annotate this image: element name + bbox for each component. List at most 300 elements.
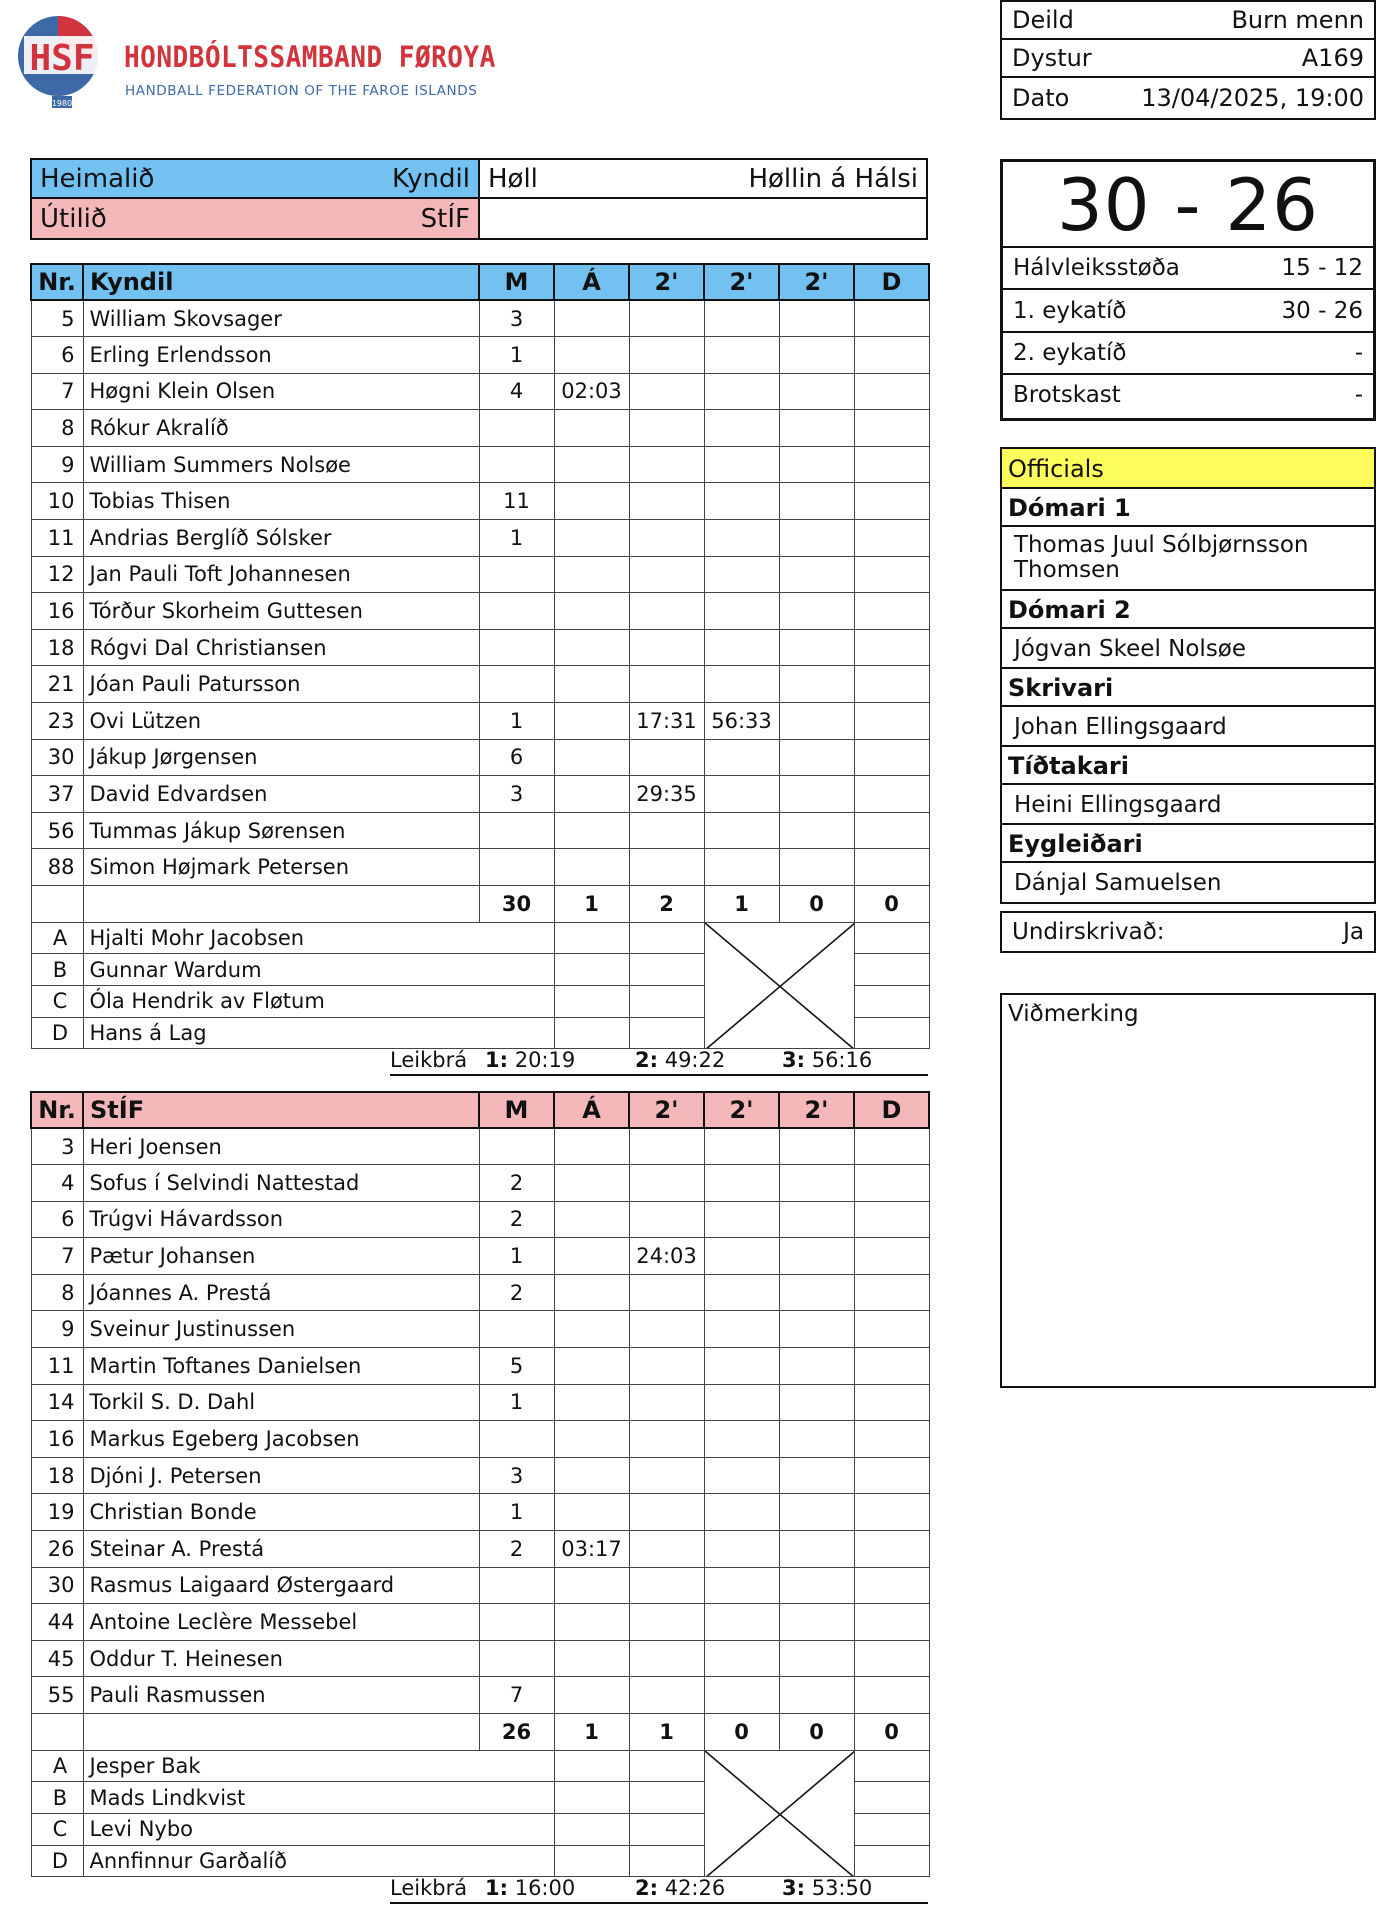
player-suspension-2 bbox=[704, 337, 779, 374]
col-s3: 2' bbox=[779, 264, 854, 300]
player-suspension-3 bbox=[779, 337, 854, 374]
player-name: Markus Egeberg Jacobsen bbox=[83, 1421, 479, 1458]
player-disqualification bbox=[854, 1604, 929, 1641]
player-goals: 4 bbox=[479, 373, 554, 410]
player-disqualification bbox=[854, 849, 929, 886]
player-number: 16 bbox=[31, 593, 83, 630]
player-goals: 1 bbox=[479, 1384, 554, 1421]
player-suspension-2 bbox=[704, 629, 779, 666]
supervisor-name: Dánjal Samuelsen bbox=[1014, 870, 1222, 896]
player-suspension-2 bbox=[704, 1640, 779, 1677]
player-row bbox=[31, 1348, 929, 1385]
player-disqualification bbox=[854, 1201, 929, 1238]
player-name: Simon Højmark Petersen bbox=[83, 849, 479, 886]
player-suspension-3 bbox=[779, 556, 854, 593]
official-suspension bbox=[629, 1845, 704, 1877]
player-suspension-1 bbox=[629, 520, 704, 557]
player-disqualification bbox=[854, 1311, 929, 1348]
player-warning bbox=[554, 556, 629, 593]
official-letter: C bbox=[31, 985, 83, 1017]
player-suspension-3 bbox=[779, 1531, 854, 1568]
player-row bbox=[31, 556, 929, 593]
overtime2-row bbox=[1003, 333, 1373, 375]
player-suspension-2 bbox=[704, 300, 779, 337]
player-disqualification bbox=[854, 1348, 929, 1385]
player-row bbox=[31, 1165, 929, 1202]
player-suspension-1 bbox=[629, 410, 704, 447]
col-a: Á bbox=[554, 1092, 629, 1128]
timeout-2: 2: 49:22 bbox=[635, 1048, 726, 1072]
hall-label: Høll bbox=[488, 163, 538, 194]
player-number: 11 bbox=[31, 520, 83, 557]
player-suspension-1 bbox=[629, 1165, 704, 1202]
timeout-1: 1: 20:19 bbox=[485, 1048, 576, 1072]
player-number: 30 bbox=[31, 739, 83, 776]
player-row bbox=[31, 1274, 929, 1311]
player-disqualification bbox=[854, 593, 929, 630]
player-suspension-1 bbox=[629, 629, 704, 666]
player-suspension-2 bbox=[704, 1457, 779, 1494]
player-suspension-1 bbox=[629, 1274, 704, 1311]
player-goals bbox=[479, 666, 554, 703]
player-suspension-1 bbox=[629, 1640, 704, 1677]
score-box bbox=[1000, 159, 1376, 421]
official-disqualification bbox=[854, 1782, 929, 1814]
player-warning bbox=[554, 520, 629, 557]
half-time-label: Hálvleiksstøða bbox=[1013, 255, 1180, 281]
player-name: Jákup Jørgensen bbox=[83, 739, 479, 776]
player-suspension-1 bbox=[629, 373, 704, 410]
official-disqualification bbox=[854, 1750, 929, 1782]
player-goals: 2 bbox=[479, 1274, 554, 1311]
player-suspension-2 bbox=[704, 1201, 779, 1238]
player-suspension-1 bbox=[629, 1384, 704, 1421]
timeout-label: Leikbrá bbox=[390, 1876, 468, 1900]
hall-cell bbox=[480, 160, 926, 199]
player-suspension-3 bbox=[779, 1165, 854, 1202]
player-name: Jóan Pauli Patursson bbox=[83, 666, 479, 703]
player-name: Høgni Klein Olsen bbox=[83, 373, 479, 410]
federation-subtitle: HANDBALL FEDERATION OF THE FAROE ISLANDS bbox=[125, 83, 478, 99]
player-warning bbox=[554, 1384, 629, 1421]
signed-box bbox=[1000, 911, 1376, 953]
official-letter: A bbox=[31, 1750, 83, 1782]
player-warning bbox=[554, 849, 629, 886]
official-name: Levi Nybo bbox=[83, 1813, 554, 1845]
total-disqualifications: 0 bbox=[854, 886, 929, 923]
match-info-box bbox=[1000, 0, 1376, 120]
player-row bbox=[31, 666, 929, 703]
official-warning bbox=[554, 922, 629, 954]
player-suspension-2 bbox=[704, 1421, 779, 1458]
player-suspension-1 bbox=[629, 337, 704, 374]
player-warning bbox=[554, 776, 629, 813]
home-timeouts bbox=[390, 1048, 928, 1076]
player-number: 10 bbox=[31, 483, 83, 520]
player-number: 7 bbox=[31, 373, 83, 410]
player-suspension-2 bbox=[704, 1311, 779, 1348]
player-suspension-2 bbox=[704, 1677, 779, 1714]
player-warning bbox=[554, 1677, 629, 1714]
official-disqualification bbox=[854, 922, 929, 954]
player-row bbox=[31, 703, 929, 740]
player-name: William Skovsager bbox=[83, 300, 479, 337]
player-name: Oddur T. Heinesen bbox=[83, 1640, 479, 1677]
player-goals: 2 bbox=[479, 1531, 554, 1568]
player-suspension-3 bbox=[779, 1567, 854, 1604]
player-name: Sveinur Justinussen bbox=[83, 1311, 479, 1348]
cross-icon bbox=[705, 1751, 855, 1877]
col-s3: 2' bbox=[779, 1092, 854, 1128]
player-suspension-1 bbox=[629, 1531, 704, 1568]
dato-label: Dato bbox=[1012, 84, 1070, 112]
player-name: William Summers Nolsøe bbox=[83, 446, 479, 483]
player-number: 4 bbox=[31, 1165, 83, 1202]
player-row bbox=[31, 1567, 929, 1604]
player-suspension-1 bbox=[629, 1201, 704, 1238]
referee1-label: Dómari 1 bbox=[1002, 489, 1374, 527]
player-row bbox=[31, 1604, 929, 1641]
col-d: D bbox=[854, 1092, 929, 1128]
player-suspension-1 bbox=[629, 556, 704, 593]
timeout-2: 2: 42:26 bbox=[635, 1876, 726, 1900]
player-goals bbox=[479, 446, 554, 483]
dystur-row bbox=[1002, 40, 1374, 78]
player-goals bbox=[479, 410, 554, 447]
player-suspension-2 bbox=[704, 373, 779, 410]
player-name: Jan Pauli Toft Johannesen bbox=[83, 556, 479, 593]
penalties-row bbox=[1003, 375, 1373, 414]
official-warning bbox=[554, 985, 629, 1017]
official-letter: B bbox=[31, 1782, 83, 1814]
overtime1-value: 30 - 26 bbox=[1281, 297, 1363, 324]
player-number: 9 bbox=[31, 1311, 83, 1348]
home-team-cell bbox=[32, 160, 480, 199]
col-s1: 2' bbox=[629, 264, 704, 300]
player-suspension-2 bbox=[704, 520, 779, 557]
total-goals: 26 bbox=[479, 1714, 554, 1751]
player-suspension-1 bbox=[629, 483, 704, 520]
total-suspensions-2: 1 bbox=[704, 886, 779, 923]
player-row bbox=[31, 776, 929, 813]
player-number: 55 bbox=[31, 1677, 83, 1714]
player-number: 16 bbox=[31, 1421, 83, 1458]
player-number: 19 bbox=[31, 1494, 83, 1531]
official-letter: D bbox=[31, 1845, 83, 1877]
player-number: 26 bbox=[31, 1531, 83, 1568]
player-number: 14 bbox=[31, 1384, 83, 1421]
player-warning bbox=[554, 1494, 629, 1531]
timeout-1: 1: 16:00 bbox=[485, 1876, 576, 1900]
player-number: 6 bbox=[31, 337, 83, 374]
player-disqualification bbox=[854, 446, 929, 483]
player-name: Sofus í Selvindi Nattestad bbox=[83, 1165, 479, 1202]
player-disqualification bbox=[854, 337, 929, 374]
player-suspension-1 bbox=[629, 1567, 704, 1604]
player-suspension-1 bbox=[629, 1311, 704, 1348]
player-suspension-1 bbox=[629, 1604, 704, 1641]
player-warning bbox=[554, 1457, 629, 1494]
player-number: 23 bbox=[31, 703, 83, 740]
player-suspension-2 bbox=[704, 410, 779, 447]
officials-box bbox=[1000, 447, 1376, 904]
player-disqualification bbox=[854, 666, 929, 703]
half-time-row bbox=[1003, 248, 1373, 290]
totals-row bbox=[31, 886, 929, 923]
player-suspension-2 bbox=[704, 593, 779, 630]
totals-nr bbox=[31, 1714, 83, 1751]
player-number: 37 bbox=[31, 776, 83, 813]
player-warning bbox=[554, 703, 629, 740]
player-suspension-3 bbox=[779, 1421, 854, 1458]
player-warning bbox=[554, 410, 629, 447]
player-warning bbox=[554, 1421, 629, 1458]
player-suspension-2 bbox=[704, 556, 779, 593]
player-goals bbox=[479, 1311, 554, 1348]
player-suspension-3 bbox=[779, 1604, 854, 1641]
player-warning bbox=[554, 1311, 629, 1348]
player-row bbox=[31, 1457, 929, 1494]
player-warning bbox=[554, 1274, 629, 1311]
player-disqualification bbox=[854, 1494, 929, 1531]
player-warning bbox=[554, 1567, 629, 1604]
player-goals bbox=[479, 629, 554, 666]
player-suspension-1 bbox=[629, 1457, 704, 1494]
player-suspension-3 bbox=[779, 1457, 854, 1494]
player-warning bbox=[554, 337, 629, 374]
player-row bbox=[31, 337, 929, 374]
player-warning bbox=[554, 1201, 629, 1238]
home-label: Heimalið bbox=[40, 163, 155, 194]
official-suspension bbox=[629, 1813, 704, 1845]
signed-value: Ja bbox=[1343, 919, 1364, 945]
home-players-table bbox=[30, 263, 930, 1049]
overtime1-label: 1. eykatíð bbox=[1013, 297, 1127, 324]
player-name: Steinar A. Prestá bbox=[83, 1531, 479, 1568]
svg-text:1980: 1980 bbox=[51, 99, 73, 108]
player-name: Martin Toftanes Danielsen bbox=[83, 1348, 479, 1385]
player-suspension-2 bbox=[704, 1165, 779, 1202]
player-row bbox=[31, 1421, 929, 1458]
player-disqualification bbox=[854, 1421, 929, 1458]
official-name: Hans á Lag bbox=[83, 1017, 554, 1049]
player-goals: 3 bbox=[479, 776, 554, 813]
total-suspensions-1: 2 bbox=[629, 886, 704, 923]
total-suspensions-3: 0 bbox=[779, 1714, 854, 1751]
player-goals bbox=[479, 1640, 554, 1677]
official-letter: C bbox=[31, 1813, 83, 1845]
player-suspension-2 bbox=[704, 812, 779, 849]
col-s1: 2' bbox=[629, 1092, 704, 1128]
player-number: 18 bbox=[31, 629, 83, 666]
player-name: Rasmus Laigaard Østergaard bbox=[83, 1567, 479, 1604]
official-letter: A bbox=[31, 922, 83, 954]
player-row bbox=[31, 1238, 929, 1275]
official-warning bbox=[554, 1017, 629, 1049]
player-name: Erling Erlendsson bbox=[83, 337, 479, 374]
player-warning bbox=[554, 739, 629, 776]
officials-header: Officials bbox=[1002, 449, 1374, 489]
player-goals bbox=[479, 556, 554, 593]
player-row bbox=[31, 410, 929, 447]
player-goals bbox=[479, 812, 554, 849]
player-suspension-1 bbox=[629, 446, 704, 483]
player-suspension-3 bbox=[779, 300, 854, 337]
player-warning: 03:17 bbox=[554, 1531, 629, 1568]
totals-row bbox=[31, 1714, 929, 1751]
player-suspension-2 bbox=[704, 739, 779, 776]
player-suspension-3 bbox=[779, 1677, 854, 1714]
official-name: Jesper Bak bbox=[83, 1750, 554, 1782]
col-nr: Nr. bbox=[31, 1092, 83, 1128]
official-suspension bbox=[629, 1750, 704, 1782]
referee2-name: Jógvan Skeel Nolsøe bbox=[1002, 629, 1374, 669]
player-suspension-2 bbox=[704, 1567, 779, 1604]
player-number: 45 bbox=[31, 1640, 83, 1677]
player-warning bbox=[554, 1165, 629, 1202]
penalties-value: - bbox=[1354, 381, 1363, 408]
player-goals bbox=[479, 593, 554, 630]
player-disqualification bbox=[854, 1457, 929, 1494]
player-name: Pauli Rasmussen bbox=[83, 1677, 479, 1714]
player-suspension-3 bbox=[779, 1238, 854, 1275]
player-name: Tobias Thisen bbox=[83, 483, 479, 520]
cross-icon bbox=[705, 923, 855, 1049]
player-suspension-2 bbox=[704, 666, 779, 703]
official-suspension bbox=[629, 922, 704, 954]
deild-value: Burn menn bbox=[1231, 6, 1364, 34]
player-suspension-2 bbox=[704, 1494, 779, 1531]
total-disqualifications: 0 bbox=[854, 1714, 929, 1751]
official-warning bbox=[554, 954, 629, 986]
away-label: Útilið bbox=[40, 203, 107, 234]
player-suspension-2 bbox=[704, 1128, 779, 1165]
official-name: Hjalti Mohr Jacobsen bbox=[83, 922, 554, 954]
away-table-header bbox=[31, 1092, 929, 1128]
player-number: 8 bbox=[31, 410, 83, 447]
player-name: Christian Bonde bbox=[83, 1494, 479, 1531]
player-disqualification bbox=[854, 1384, 929, 1421]
official-suspension bbox=[629, 954, 704, 986]
player-number: 18 bbox=[31, 1457, 83, 1494]
dystur-value: A169 bbox=[1301, 44, 1364, 72]
player-number: 88 bbox=[31, 849, 83, 886]
col-s2: 2' bbox=[704, 1092, 779, 1128]
crossed-out-cell bbox=[704, 922, 854, 1049]
player-suspension-3 bbox=[779, 1311, 854, 1348]
player-name: Rókur Akralíð bbox=[83, 410, 479, 447]
player-row bbox=[31, 1128, 929, 1165]
player-suspension-3 bbox=[779, 703, 854, 740]
player-goals: 1 bbox=[479, 703, 554, 740]
player-disqualification bbox=[854, 520, 929, 557]
dato-row bbox=[1002, 78, 1374, 118]
crossed-out-cell bbox=[704, 1750, 854, 1877]
player-suspension-2 bbox=[704, 446, 779, 483]
timekeeper-label: Tíðtakari bbox=[1002, 747, 1374, 785]
player-suspension-3 bbox=[779, 1128, 854, 1165]
dato-value: 13/04/2025, 19:00 bbox=[1141, 84, 1364, 112]
player-suspension-1 bbox=[629, 1494, 704, 1531]
player-suspension-2 bbox=[704, 1238, 779, 1275]
deild-row bbox=[1002, 2, 1374, 40]
player-name: Jóannes A. Prestá bbox=[83, 1274, 479, 1311]
player-name: Ovi Lützen bbox=[83, 703, 479, 740]
total-suspensions-2: 0 bbox=[704, 1714, 779, 1751]
player-disqualification bbox=[854, 1567, 929, 1604]
player-suspension-3 bbox=[779, 446, 854, 483]
player-suspension-1 bbox=[629, 1348, 704, 1385]
player-warning bbox=[554, 446, 629, 483]
official-suspension bbox=[629, 1782, 704, 1814]
player-suspension-2 bbox=[704, 1348, 779, 1385]
player-suspension-3 bbox=[779, 483, 854, 520]
federation-logo bbox=[14, 10, 496, 110]
player-suspension-1 bbox=[629, 300, 704, 337]
player-suspension-3 bbox=[779, 1348, 854, 1385]
official-name: Annfinnur Garðalíð bbox=[83, 1845, 554, 1877]
official-suspension bbox=[629, 985, 704, 1017]
final-score: 30 - 26 bbox=[1003, 162, 1373, 248]
player-suspension-3 bbox=[779, 1384, 854, 1421]
player-goals bbox=[479, 1567, 554, 1604]
player-warning bbox=[554, 812, 629, 849]
player-suspension-3 bbox=[779, 776, 854, 813]
player-suspension-3 bbox=[779, 1640, 854, 1677]
totals-name bbox=[83, 1714, 479, 1751]
player-suspension-3 bbox=[779, 373, 854, 410]
player-name: Rógvi Dal Christiansen bbox=[83, 629, 479, 666]
player-disqualification bbox=[854, 410, 929, 447]
player-suspension-1 bbox=[629, 1677, 704, 1714]
player-disqualification bbox=[854, 1531, 929, 1568]
player-goals: 1 bbox=[479, 1238, 554, 1275]
official-letter: D bbox=[31, 1017, 83, 1049]
total-warnings: 1 bbox=[554, 886, 629, 923]
player-goals: 1 bbox=[479, 1494, 554, 1531]
player-number: 21 bbox=[31, 666, 83, 703]
player-number: 3 bbox=[31, 1128, 83, 1165]
timeout-3: 3: 53:50 bbox=[782, 1876, 873, 1900]
player-row bbox=[31, 1201, 929, 1238]
away-team-cell bbox=[32, 199, 480, 238]
player-row bbox=[31, 446, 929, 483]
player-suspension-3 bbox=[779, 849, 854, 886]
player-name: Andrias Berglíð Sólsker bbox=[83, 520, 479, 557]
official-disqualification bbox=[854, 1845, 929, 1877]
player-row bbox=[31, 373, 929, 410]
player-name: Pætur Johansen bbox=[83, 1238, 479, 1275]
official-disqualification bbox=[854, 1017, 929, 1049]
player-goals bbox=[479, 1421, 554, 1458]
referee1-name: Thomas Juul Sólbjørnsson Thomsen bbox=[1002, 527, 1374, 591]
col-team: StÍF bbox=[83, 1092, 479, 1128]
player-warning bbox=[554, 1128, 629, 1165]
player-goals: 11 bbox=[479, 483, 554, 520]
player-name: Trúgvi Hávardsson bbox=[83, 1201, 479, 1238]
player-goals: 7 bbox=[479, 1677, 554, 1714]
player-suspension-2 bbox=[704, 1384, 779, 1421]
player-disqualification bbox=[854, 1640, 929, 1677]
remarks-box bbox=[1000, 993, 1376, 1388]
team-official-row bbox=[31, 922, 929, 954]
player-suspension-3 bbox=[779, 629, 854, 666]
player-suspension-1: 17:31 bbox=[629, 703, 704, 740]
player-row bbox=[31, 1311, 929, 1348]
player-name: Djóni J. Petersen bbox=[83, 1457, 479, 1494]
player-suspension-3 bbox=[779, 812, 854, 849]
col-s2: 2' bbox=[704, 264, 779, 300]
